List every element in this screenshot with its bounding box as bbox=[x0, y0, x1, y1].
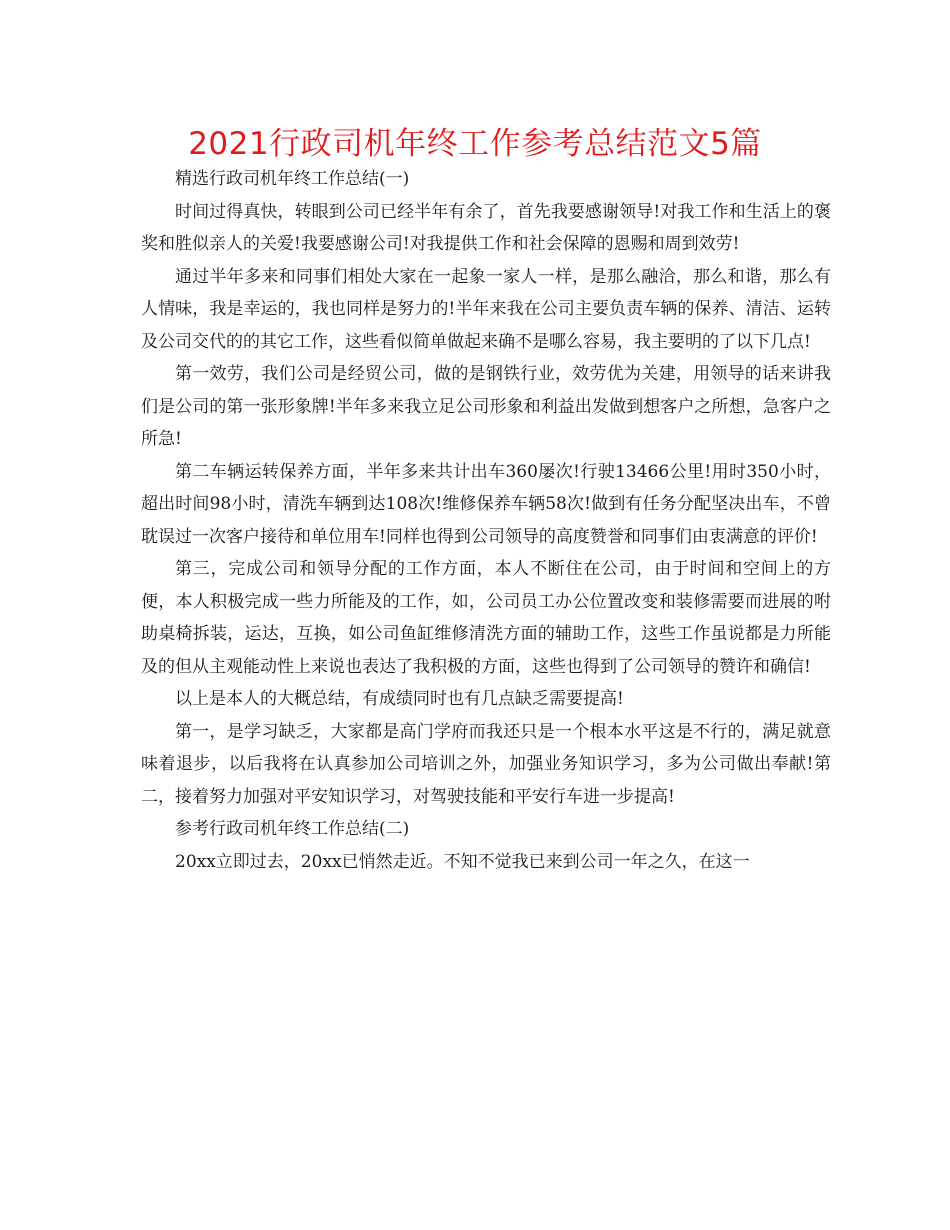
paragraph: 通过半年多来和同事们相处大家在一起象一家人一样，是那么融洽，那么和谐，那么有人情味，我是幸运的，我也同样是努力的!半年来我在公司主要负责车辆的保养、清洁、运转及公司交代的的其它工作，这些看似简单做起来确不是哪么容易，我主要明的了以下几点! bbox=[141, 266, 831, 352]
paragraph: 20xx立即过去，20xx已悄然走近。不知不觉我已来到公司一年之久，在这一 bbox=[175, 851, 750, 872]
paragraph: 第一效劳，我们公司是经贸公司，做的是钢铁行业，效劳优为关建，用领导的话来讲我们是公司的第一张形象牌!半年多来我立足公司形象和利益出发做到想客户之所想，急客户之所急! bbox=[141, 364, 831, 449]
paragraph: 时间过得真快，转眼到公司已经半年有余了，首先我要感谢领导!对我工作和生活上的褒奖和胜似亲人的关爱!我要感谢公司!对我提供工作和社会保障的恩赐和周到效劳! bbox=[141, 201, 831, 254]
document-title: 2021行政司机年终工作参考总结范文5篇 bbox=[188, 126, 762, 162]
section-heading-2: 参考行政司机年终工作总结(二) bbox=[175, 819, 410, 839]
document-body bbox=[141, 163, 831, 878]
section-heading-1: 精选行政司机年终工作总结(一) bbox=[175, 169, 410, 189]
paragraph: 以上是本人的大概总结，有成绩同时也有几点缺乏需要提高! bbox=[175, 689, 624, 709]
paragraph: 第三，完成公司和领导分配的工作方面，本人不断住在公司，由于时间和空间上的方便，本人积极完成一些力所能及的工作，如，公司员工办公位置改变和装修需要而进展的咐助桌椅拆装，运达，互换，如公司鱼缸维修清洗方面的辅助工作，这些工作虽说都是力所能及的但从主观能动性上来说也表达了我积极的方面，这些也得到了公司领导的赞许和确信! bbox=[141, 559, 831, 677]
paragraph: 第二车辆运转保养方面，半年多来共计出车360屡次!行驶13466公里!用时350小时，超出时间98小时，清洗车辆到达108次!维修保养车辆58次!做到有任务分配坚决出车，不曾耽误过一次客户接待和单位用车!同样也得到公司领导的高度赞誉和同事们由衷满意的评价! bbox=[141, 461, 831, 547]
paragraph: 第一，是学习缺乏，大家都是高门学府而我还只是一个根本水平这是不行的，满足就意味着退步，以后我将在认真参加公司培训之外，加强业务知识学习，多为公司做出奉献!第二，接着努力加强对平安知识学习，对驾驶技能和平安行车进一步提高! bbox=[141, 721, 831, 807]
